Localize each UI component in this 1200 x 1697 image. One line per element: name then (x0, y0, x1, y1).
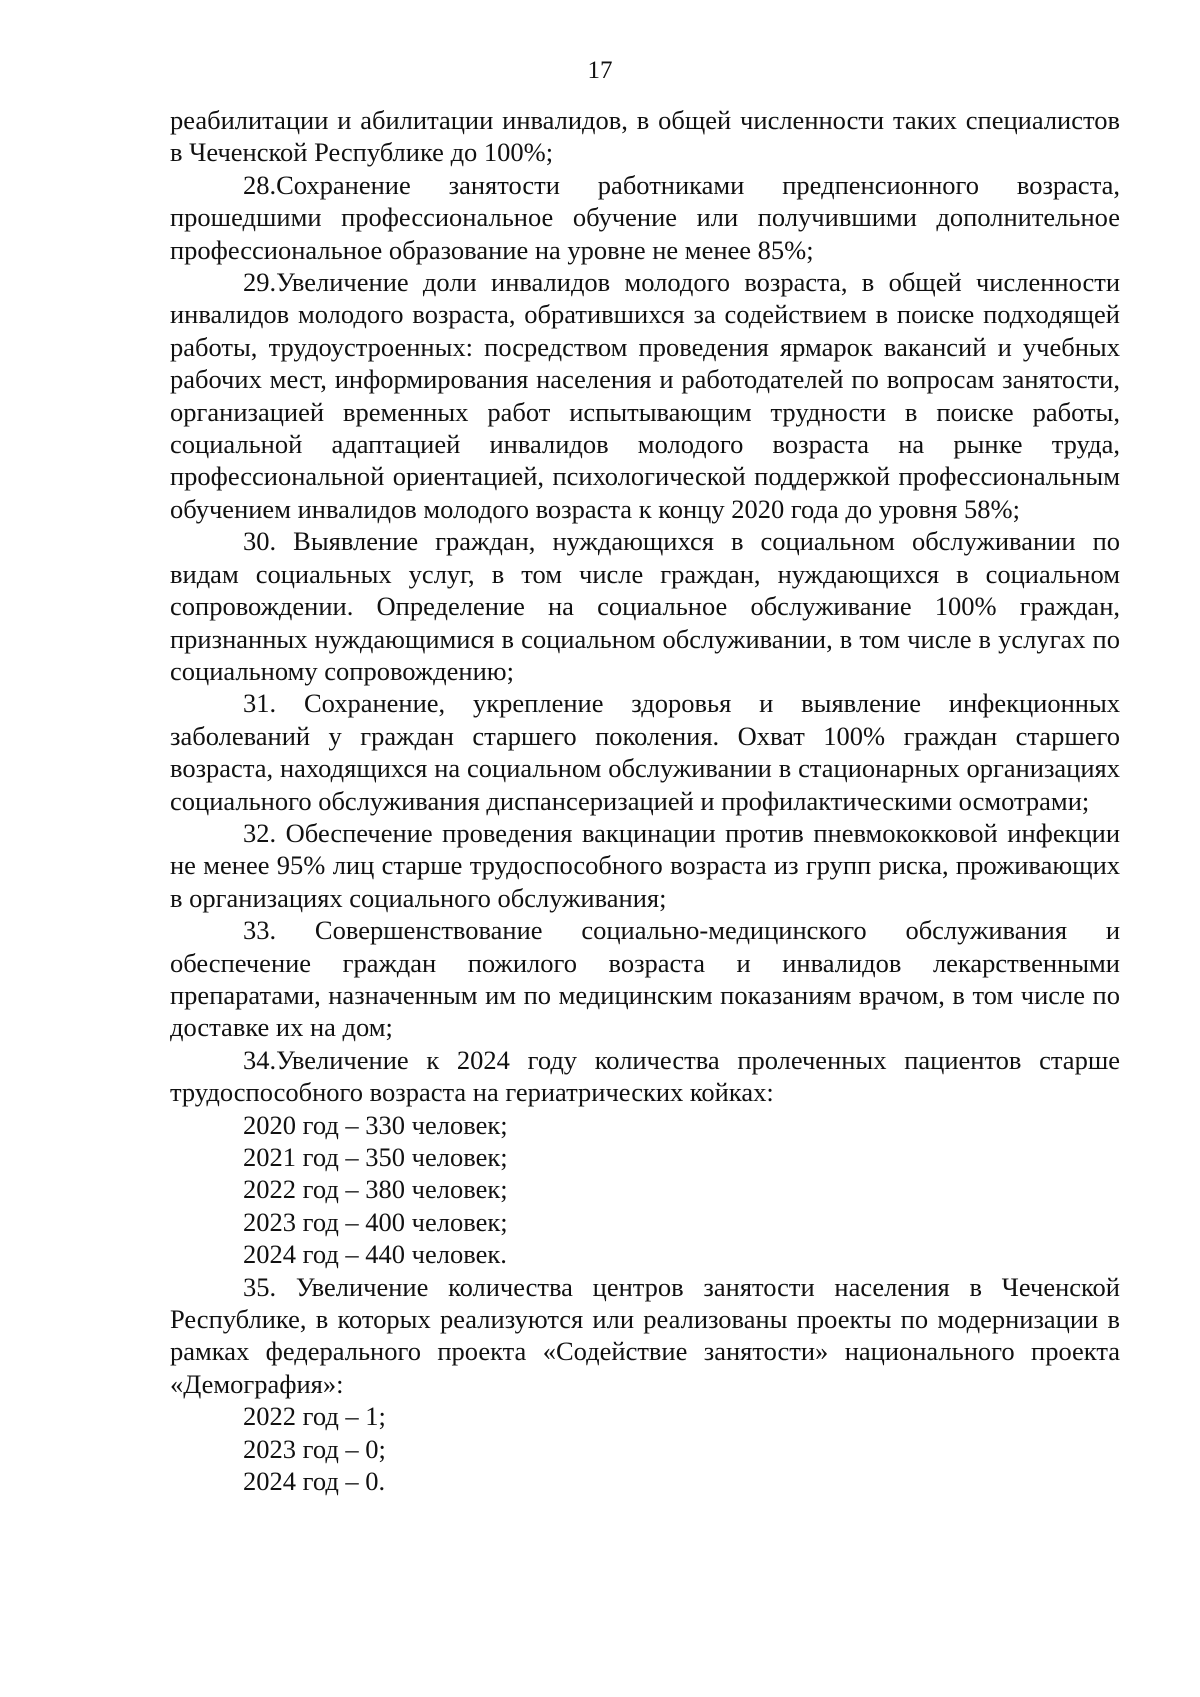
list-item: 2024 год – 0. (243, 1466, 386, 1497)
paragraph-item-34: 34.Увеличение к 2024 году количества пролеченных пациентов старше трудоспособного возраста на гериатрических койках: (170, 1044, 1120, 1108)
page-number: 17 (587, 57, 613, 84)
paragraph-item-31: 31. Сохранение, укрепление здоровья и выявление инфекционных заболеваний у граждан старшего поколения. Охват 100% граждан старшего возраста, находящихся на социальном обслуживании в стационарных организациях социального обслуживания диспансеризацией и профилактическими осмотрами; (170, 688, 1120, 816)
list-item-35-values (170, 1400, 1120, 1497)
list-item: 2021 год – 350 человек; (243, 1142, 508, 1172)
list-item: 2022 год – 1; (243, 1401, 386, 1432)
paragraph-continuation: реабилитации и абилитации инвалидов, в общей численности таких специалистов в Чеченской Республике до 100%; (170, 105, 1120, 168)
list-item: 2022 год – 380 человек; (243, 1174, 508, 1205)
paragraph-item-29: 29.Увеличение доли инвалидов молодого возраста, в общей численности инвалидов молодого возраста, обратившихся за содействием в поиске подходящей работы, трудоустроенных: посредством проведения ярмарок вакансий и учебных рабочих мест, информирования населения и работодателей по вопросам занятости, организацией временных работ испытывающим трудности в поиске работы, социальной адаптацией инвалидов молодого возраста на рынке труда, профессиональной ориентацией, психологической поддержкой профессиональным обучением инвалидов молодого возраста к концу 2020 года до уровня 58%; (170, 267, 1120, 524)
paragraph-item-35: 35. Увеличение количества центров занятости населения в Чеченской Республике, в которых реализуются или реализованы проекты по модернизации в рамках федерального проекта «Содействие занятости» национального проекта «Демография»: (170, 1271, 1120, 1399)
list-item: 2020 год – 330 человек; (243, 1109, 508, 1140)
paragraph-item-28: 28.Сохранение занятости работниками предпенсионного возраста, прошедшими профессиональное обучение или получившими дополнительное профессиональное образование на уровне не менее 85%; (170, 169, 1120, 265)
list-item: 2024 год – 440 человек. (243, 1239, 507, 1270)
document-body (170, 104, 1120, 1497)
paragraph-item-33: 33. Совершенствование социально-медицинского обслуживания и обеспечение граждан пожилого возраста и инвалидов лекарственными препаратами, назначенным им по медицинским показаниям врачом, в том числе по доставке их на дом; (170, 915, 1120, 1043)
paragraph-item-32: 32. Обеспечение проведения вакцинации против пневмококковой инфекции не менее 95% лиц старше трудоспособного возраста из групп риска, проживающих в организациях социального обслуживания; (170, 817, 1120, 913)
paragraph-item-30: 30. Выявление граждан, нуждающихся в социальном обслуживании по видам социальных услуг, в том числе граждан, нуждающихся в социальном сопровождении. Определение на социальное обслуживание 100% граждан, признанных нуждающимися в социальном обслуживании, в том числе в услугах по социальному сопровождению; (170, 526, 1120, 686)
list-item-34-values (170, 1109, 1120, 1271)
list-item: 2023 год – 0; (243, 1433, 386, 1464)
list-item: 2023 год – 400 человек; (243, 1206, 508, 1237)
